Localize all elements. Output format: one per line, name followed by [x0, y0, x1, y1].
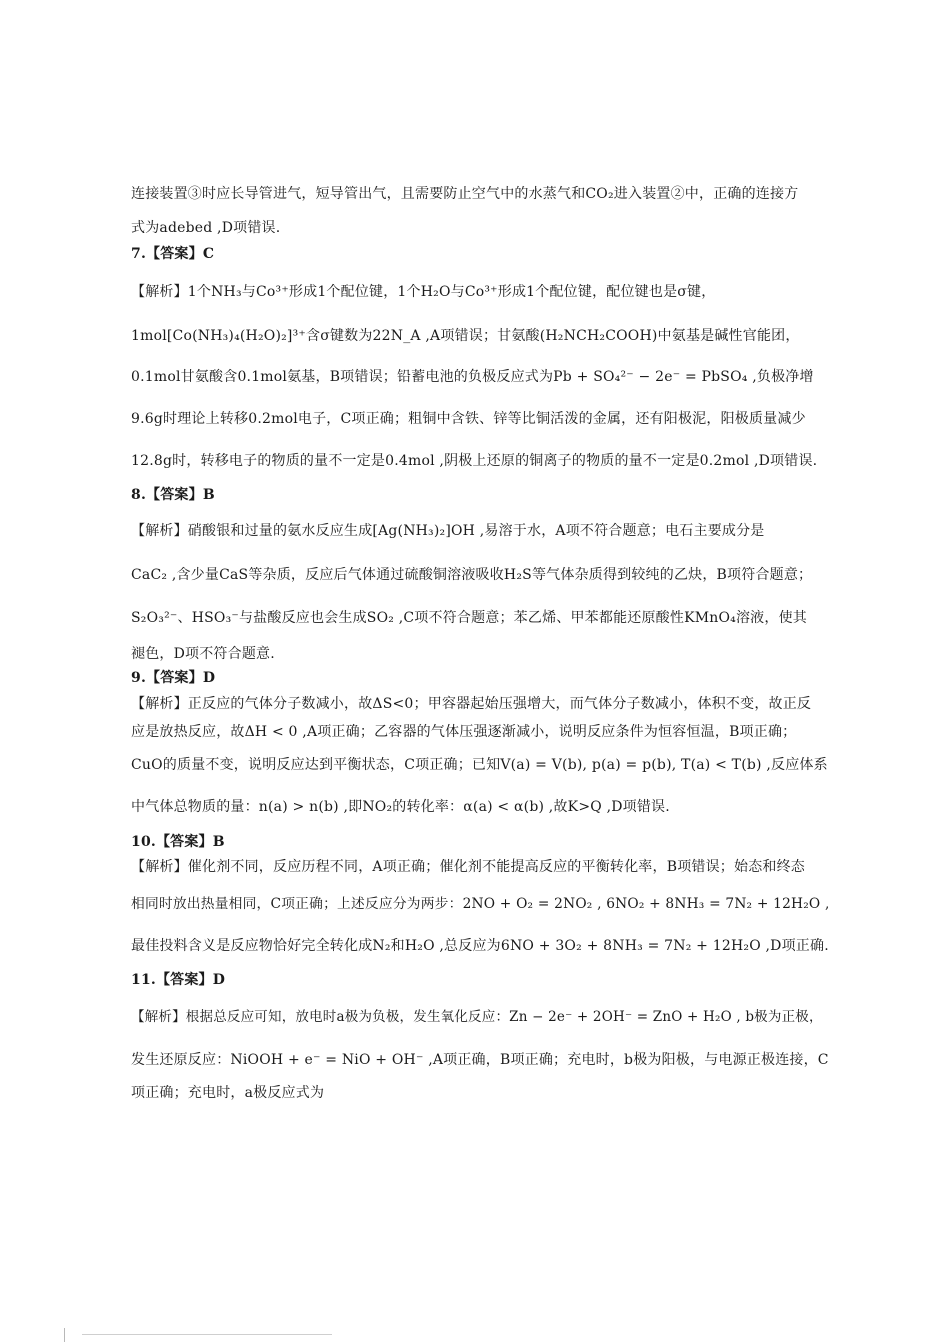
- text-line: 1mol[Co(NH₃)₄(H₂O)₂]³⁺含σ键数为22N_A ,A项错误；甘氨酸(H₂NCH₂COOH)中氨基是碱性官能团，: [131, 328, 800, 344]
- answer-heading: 9.【答案】D: [131, 670, 216, 686]
- text-line: 发生还原反应：NiOOH + e⁻ = NiO + OH⁻ ,A项正确，B项正确；充电时，b极为阳极，与电源正极连接，C: [131, 1052, 829, 1068]
- text-line: 褪色，D项不符合题意.: [131, 646, 275, 662]
- text-line: 0.1mol甘氨酸含0.1mol氨基，B项错误；铅蓄电池的负极反应式为Pb + SO₄²⁻ − 2e⁻ = PbSO₄ ,负极净增: [131, 369, 814, 385]
- text-line: CuO的质量不变，说明反应达到平衡状态，C项正确；已知V(a) = V(b), p(a) = p(b), T(a) < T(b) ,反应体系: [131, 757, 828, 773]
- text-line: 应是放热反应，故ΔH < 0 ,A项正确；乙容器的气体压强逐渐减小，说明反应条件为恒容恒温，B项正确；: [131, 724, 797, 740]
- text-line: 相同时放出热量相同，C项正确；上述反应分为两步：2NO + O₂ = 2NO₂ , 6NO₂ + 8NH₃ = 7N₂ + 12H₂O ,: [131, 896, 830, 912]
- answer-heading: 7.【答案】C: [131, 246, 215, 262]
- footer-divider: [82, 1334, 332, 1335]
- text-line: S₂O₃²⁻、HSO₃⁻与盐酸反应也会生成SO₂ ,C项不符合题意；苯乙烯、甲苯都能还原酸性KMnO₄溶液，使其: [131, 610, 807, 626]
- text-line: 中气体总物质的量：n(a) > n(b) ,即NO₂的转化率：α(a) < α(b) ,故K>Q ,D项错误.: [131, 799, 670, 815]
- text-line: 【解析】正反应的气体分子数减小，故ΔS<0；甲容器起始压强增大，而气体分子数减小，体积不变，故正反: [131, 696, 812, 712]
- text-line: 【解析】催化剂不同，反应历程不同，A项正确；催化剂不能提高反应的平衡转化率，B项错误；始态和终态: [131, 859, 805, 875]
- answer-heading: 10.【答案】B: [131, 834, 225, 850]
- page-edge-mark: [64, 1328, 65, 1342]
- text-line: 最佳投料含义是反应物恰好完全转化成N₂和H₂O ,总反应为6NO + 3O₂ + 8NH₃ = 7N₂ + 12H₂O ,D项正确.: [131, 938, 829, 954]
- text-line: 式为adebed ,D项错误.: [131, 220, 281, 236]
- text-line: 9.6g时理论上转移0.2mol电子，C项正确；粗铜中含铁、锌等比铜活泼的金属，还有阳极泥，阳极质量减少: [131, 411, 806, 427]
- text-line: 【解析】根据总反应可知，放电时a极为负极，发生氧化反应：Zn − 2e⁻ + 2OH⁻ = ZnO + H₂O , b极为正极，: [131, 1009, 823, 1025]
- text-line: 【解析】1个NH₃与Co³⁺形成1个配位键，1个H₂O与Co³⁺形成1个配位键，配位键也是σ键，: [131, 284, 716, 300]
- answer-heading: 8.【答案】B: [131, 487, 215, 503]
- text-line: 【解析】硝酸银和过量的氨水反应生成[Ag(NH₃)₂]OH ,易溶于水，A项不符合题意；电石主要成分是: [131, 523, 765, 539]
- text-line: CaC₂ ,含少量CaS等杂质，反应后气体通过硫酸铜溶液吸收H₂S等气体杂质得到较纯的乙炔，B项符合题意；: [131, 567, 813, 583]
- text-line: 12.8g时，转移电子的物质的量不一定是0.4mol ,阴极上还原的铜离子的物质的量不一定是0.2mol ,D项错误.: [131, 453, 818, 469]
- answer-heading: 11.【答案】D: [131, 972, 226, 988]
- text-line: 项正确；充电时，a极反应式为: [131, 1085, 325, 1101]
- text-line: 连接装置③时应长导管进气，短导管出气，且需要防止空气中的水蒸气和CO₂进入装置②中，正确的连接方: [131, 186, 799, 202]
